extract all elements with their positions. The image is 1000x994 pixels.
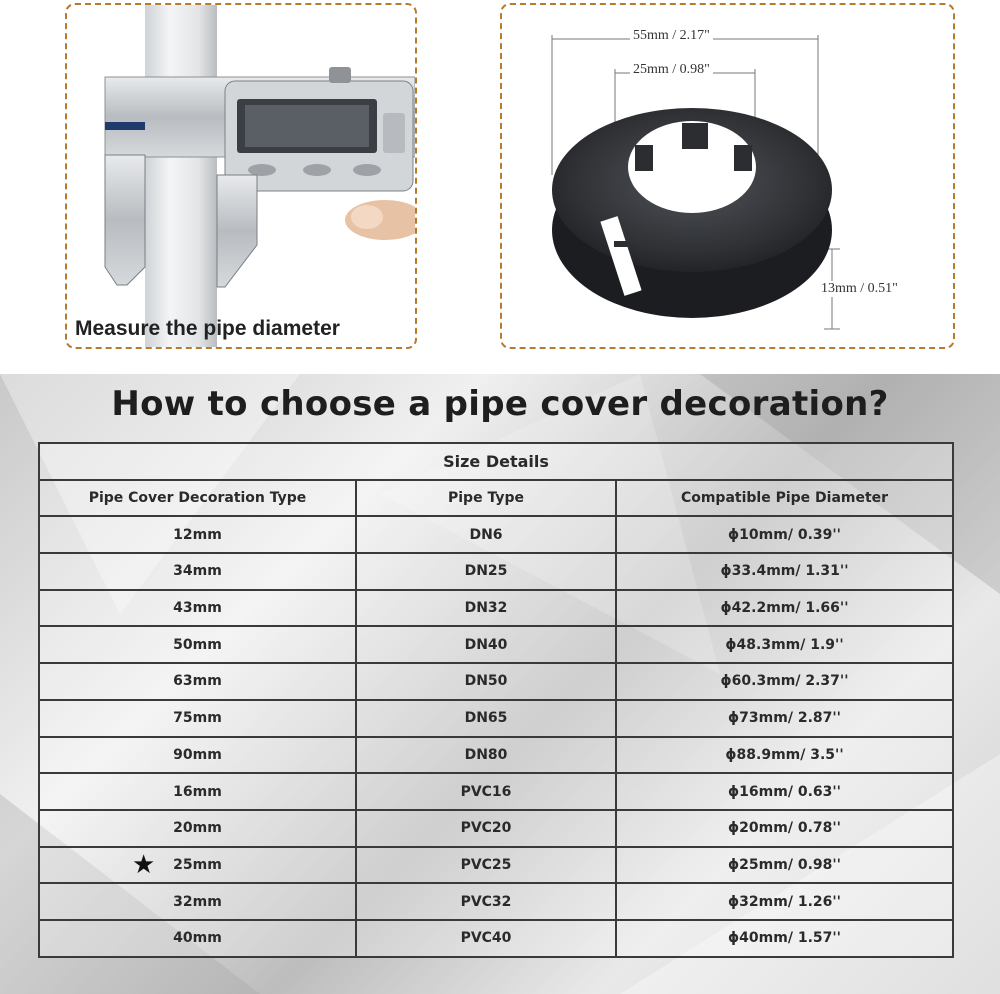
cell-diameter: ϕ73mm/ 2.87'' — [616, 700, 953, 737]
cell-pipe-type: DN80 — [356, 737, 616, 774]
table-row-highlighted — [39, 847, 953, 884]
caliper-jaw-left — [105, 155, 145, 285]
table-row — [39, 516, 953, 553]
caliper-photo-panel — [65, 3, 417, 349]
cell-diameter: ϕ20mm/ 0.78'' — [616, 810, 953, 847]
table-row — [39, 553, 953, 590]
cell-type: 75mm — [39, 700, 356, 737]
caliper-jaw-right — [217, 175, 257, 287]
table-row — [39, 663, 953, 700]
table-caption: Size Details — [39, 443, 953, 480]
caliper-illustration — [67, 5, 417, 349]
product-dimensions-panel — [500, 3, 955, 349]
cell-diameter: ϕ10mm/ 0.39'' — [616, 516, 953, 553]
outer-diameter-label: 55mm / 2.17" — [630, 28, 713, 44]
table-row — [39, 810, 953, 847]
column-header-pipe-type: Pipe Type — [356, 480, 616, 517]
cell-diameter: ϕ33.4mm/ 1.31'' — [616, 553, 953, 590]
cell-pipe-type: PVC40 — [356, 920, 616, 957]
cell-type: 16mm — [39, 773, 356, 810]
panel-caption: Measure the pipe diameter — [75, 317, 340, 340]
column-header-type: Pipe Cover Decoration Type — [39, 480, 356, 517]
cell-type — [39, 847, 356, 884]
height-label: 13mm / 0.51" — [818, 281, 901, 297]
cell-pipe-type: DN50 — [356, 663, 616, 700]
cell-diameter: ϕ40mm/ 1.57'' — [616, 920, 953, 957]
cell-pipe-type: DN6 — [356, 516, 616, 553]
cell-diameter: ϕ16mm/ 0.63'' — [616, 773, 953, 810]
cell-pipe-type: DN65 — [356, 700, 616, 737]
size-guide-section — [0, 374, 1000, 994]
cell-type: 63mm — [39, 663, 356, 700]
cell-diameter: ϕ60.3mm/ 2.37'' — [616, 663, 953, 700]
cell-pipe-type: PVC20 — [356, 810, 616, 847]
page-title: How to choose a pipe cover decoration? — [111, 384, 889, 424]
cell-type: 43mm — [39, 590, 356, 627]
cell-type: 50mm — [39, 626, 356, 663]
cell-type-text: 25mm — [173, 856, 222, 873]
table-row — [39, 737, 953, 774]
cell-type: 20mm — [39, 810, 356, 847]
table-row — [39, 883, 953, 920]
cell-diameter: ϕ25mm/ 0.98'' — [616, 847, 953, 884]
cell-type: 34mm — [39, 553, 356, 590]
cell-pipe-type: PVC32 — [356, 883, 616, 920]
cell-diameter: ϕ32mm/ 1.26'' — [616, 883, 953, 920]
cell-diameter: ϕ88.9mm/ 3.5'' — [616, 737, 953, 774]
table-row — [39, 773, 953, 810]
cell-pipe-type: PVC25 — [356, 847, 616, 884]
table-row — [39, 920, 953, 957]
cell-type: 40mm — [39, 920, 356, 957]
pipe — [145, 5, 217, 349]
cell-diameter: ϕ42.2mm/ 1.66'' — [616, 590, 953, 627]
cell-type: 90mm — [39, 737, 356, 774]
cell-pipe-type: DN32 — [356, 590, 616, 627]
cell-pipe-type: PVC16 — [356, 773, 616, 810]
cell-pipe-type: DN40 — [356, 626, 616, 663]
cell-pipe-type: DN25 — [356, 553, 616, 590]
star-icon: ★ — [132, 849, 156, 880]
cover-ring-illustration — [502, 5, 955, 349]
cell-diameter: ϕ48.3mm/ 1.9'' — [616, 626, 953, 663]
table-row — [39, 626, 953, 663]
size-details-table — [38, 442, 954, 958]
table-row — [39, 700, 953, 737]
table-row — [39, 590, 953, 627]
cell-type: 12mm — [39, 516, 356, 553]
column-header-diameter: Compatible Pipe Diameter — [616, 480, 953, 517]
cell-type: 32mm — [39, 883, 356, 920]
inner-diameter-label: 25mm / 0.98" — [630, 62, 713, 78]
